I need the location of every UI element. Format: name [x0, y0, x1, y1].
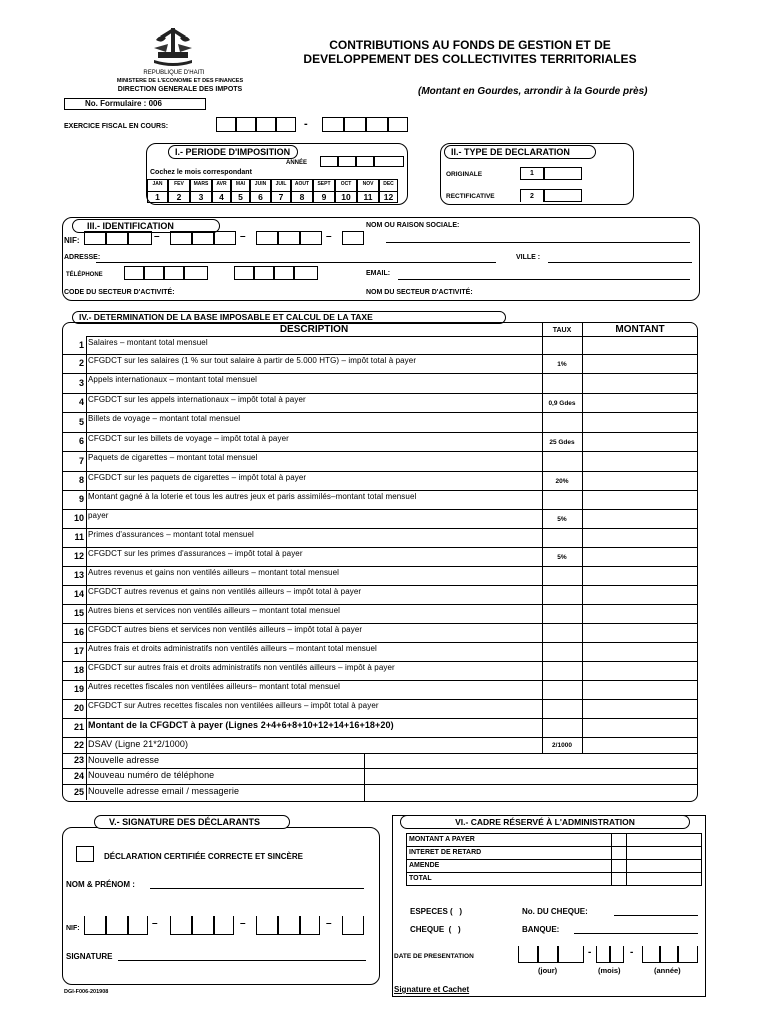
signer-nif-digit[interactable] — [300, 916, 320, 935]
row-montant-field[interactable] — [583, 605, 697, 623]
row-montant-field[interactable] — [583, 738, 697, 753]
month-number: 9 — [314, 191, 334, 202]
row-montant-field[interactable] — [583, 413, 697, 432]
row-montant-field[interactable] — [583, 662, 697, 680]
row-number: 16 — [73, 627, 84, 637]
signer-nif-boxes: – – – — [84, 916, 370, 936]
signer-nif-digit[interactable] — [214, 916, 234, 935]
signer-nif-digit[interactable] — [128, 916, 148, 935]
row-description: Montant gagné à la loterie et tous les autres jeux et paris assimilés–montant total mensuel — [88, 492, 417, 501]
date-day-digit[interactable] — [558, 946, 584, 963]
type-declaration-title: II.- TYPE DE DECLARATION — [444, 145, 596, 159]
signer-nif-label: NIF: — [66, 925, 80, 932]
date-month-caption: (mois) — [598, 966, 621, 975]
date-day-digit[interactable] — [518, 946, 538, 963]
signature-section — [62, 827, 380, 985]
row-montant-field[interactable] — [583, 624, 697, 642]
signer-nif-digit[interactable] — [192, 916, 214, 935]
month-number: 7 — [272, 191, 290, 202]
row-description: CFGDCT sur autres frais et droits administratifs non ventilés ailleurs – impôt à payer — [88, 663, 395, 672]
admin-row-label: TOTAL — [406, 872, 612, 886]
signer-nif-digit[interactable] — [106, 916, 128, 935]
certify-label: DÉCLARATION CERTIFIÉE CORRECTE ET SINCÈRE — [104, 852, 303, 861]
sector-name-label: NOM DU SECTEUR D'ACTIVITÉ: — [366, 289, 473, 296]
fiscal-year-digit[interactable] — [388, 117, 408, 132]
phone-digit[interactable] — [274, 266, 294, 280]
republic-label: REPUBLIQUE D'HAITI — [143, 70, 205, 76]
row-description: Autres recettes fiscales non ventilées ailleurs– montant total mensuel — [88, 682, 341, 691]
month-grid — [147, 179, 407, 203]
row-number: 12 — [73, 551, 84, 561]
row-taux: 0,9 Gdes — [548, 399, 576, 407]
admin-row-label: MONTANT A PAYER — [406, 833, 612, 847]
month-number: 5 — [232, 191, 249, 202]
row-number: 9 — [78, 494, 84, 504]
row-description: Nouvelle adresse email / messagerie — [88, 786, 240, 796]
originale-label: ORIGINALE — [446, 171, 483, 178]
row-montant-field[interactable] — [583, 548, 697, 566]
row-description: Nouveau numéro de téléphone — [88, 770, 215, 780]
row-taux: 5% — [557, 553, 567, 561]
month-cell[interactable] — [147, 179, 168, 203]
row-description: Autres biens et services non ventilés ailleurs – montant total mensuel — [88, 606, 341, 615]
month-abbr: JUIN — [254, 181, 267, 187]
nif-digit[interactable] — [106, 231, 128, 245]
form-title-line1: CONTRIBUTIONS AU FONDS DE GESTION ET DE — [329, 38, 611, 52]
month-cell[interactable] — [313, 179, 335, 203]
date-day-digit[interactable] — [538, 946, 558, 963]
row-description: Billets de voyage – montant total mensuel — [88, 414, 241, 423]
row-number: 19 — [73, 684, 84, 694]
row-number: 11 — [74, 532, 84, 542]
row-description: DSAV (Ligne 21*2/1000) — [88, 739, 189, 749]
fiscal-year-digit[interactable] — [322, 117, 344, 132]
signature-title: V.- SIGNATURE DES DÉCLARANTS — [94, 815, 290, 829]
row-description: Primes d'assurances – montant total mensuel — [88, 530, 254, 539]
month-number: 11 — [358, 191, 378, 202]
row-description: Montant de la CFGDCT à payer (Lignes 2+4+6+8+10+12+14+16+18+20) — [88, 720, 394, 730]
form-number: No. Formulaire : 006 — [64, 98, 206, 110]
row-description: CFGDCT sur les primes d'assurances – impôt total à payer — [88, 549, 303, 558]
ministry-label: MINISTERE DE L'ECONOMIE ET DES FINANCES — [116, 78, 244, 84]
row-taux: 25 Gdes — [549, 438, 575, 446]
date-month-digit[interactable] — [610, 946, 624, 963]
nif-digit[interactable] — [342, 231, 364, 245]
sector-code-label: CODE DU SECTEUR D'ACTIVITÉ: — [64, 289, 175, 296]
year-label: ANNÉE — [286, 160, 308, 166]
fiscal-year-digit[interactable] — [236, 117, 256, 132]
phone-digit[interactable] — [144, 266, 164, 280]
cheque-no-label: No. DU CHEQUE: — [522, 907, 588, 916]
nif-digit[interactable] — [214, 231, 236, 245]
coat-of-arms-icon — [150, 26, 196, 68]
name-prenom-label: NOM & PRÉNOM : — [66, 880, 135, 889]
month-cell[interactable] — [379, 179, 398, 203]
month-abbr: MARS — [193, 181, 209, 187]
rectificative-checkbox[interactable] — [544, 189, 582, 202]
month-number: 8 — [292, 191, 312, 202]
row-number: 24 — [73, 770, 84, 781]
amount-note: (Montant en Gourdes, arrondir à la Gourde près) — [418, 86, 648, 97]
admin-row-value[interactable] — [611, 846, 627, 860]
month-abbr: AOUT — [294, 181, 310, 187]
nif-digit[interactable] — [256, 231, 278, 245]
phone-digit[interactable] — [234, 266, 254, 280]
phone-boxes — [124, 266, 340, 281]
row-description: CFGDCT sur les paquets de cigarettes – impôt total à payer — [88, 473, 307, 482]
admin-title: VI.- CADRE RÉSERVÉ À L'ADMINISTRATION — [400, 815, 690, 829]
row-number: 18 — [73, 665, 84, 675]
cheque-label: CHEQUE ( ) — [410, 925, 461, 934]
month-abbr: AVR — [216, 181, 227, 187]
phone-digit[interactable] — [184, 266, 208, 280]
banque-label: BANQUE: — [522, 925, 560, 934]
phone-digit[interactable] — [254, 266, 274, 280]
signer-nif-digit[interactable] — [278, 916, 300, 935]
row-montant-field[interactable] — [583, 452, 697, 471]
date-label: DATE DE PRESENTATION — [394, 953, 474, 960]
row-montant-field[interactable] — [583, 681, 697, 699]
nif-boxes: – – – — [84, 231, 374, 246]
month-cell[interactable] — [291, 179, 313, 203]
row-description: CFGDCT sur les salaires (1 % sur tout salaire à partir de 5.000 HTG) – impôt total à payer — [88, 356, 417, 365]
row-taux: 1% — [557, 360, 567, 368]
email-label: EMAIL: — [366, 270, 391, 277]
month-cell[interactable] — [168, 179, 190, 203]
name-field[interactable] — [386, 242, 690, 243]
month-number: 12 — [380, 191, 397, 202]
fiscal-year-digit[interactable] — [216, 117, 236, 132]
month-cell[interactable] — [231, 179, 250, 203]
admin-row-value[interactable] — [611, 859, 627, 873]
year-digit[interactable] — [356, 156, 374, 167]
banque-field[interactable] — [574, 933, 698, 934]
row-number: 20 — [73, 703, 84, 713]
row-montant-field[interactable] — [583, 394, 697, 412]
row-description: Autres revenus et gains non ventilés ailleurs – montant total mensuel — [88, 568, 340, 577]
date-year-digit[interactable] — [660, 946, 678, 963]
row-montant-field[interactable] — [583, 529, 697, 547]
month-cell[interactable] — [212, 179, 231, 203]
year-digit[interactable] — [374, 156, 404, 167]
row-number: 23 — [73, 755, 84, 765]
identification-title: III.- IDENTIFICATION — [72, 219, 220, 233]
city-field[interactable] — [548, 262, 692, 263]
nif-digit[interactable] — [278, 231, 300, 245]
row-number: 10 — [73, 513, 84, 523]
signer-nif-digit[interactable] — [256, 916, 278, 935]
fiscal-year-digit[interactable] — [366, 117, 388, 132]
row-number: 25 — [73, 786, 84, 797]
originale-code: 1 — [520, 167, 544, 180]
row-montant-field[interactable] — [583, 491, 697, 509]
form-code: DGI-F006-201908 — [64, 989, 109, 995]
cachet-label: Signature et Cachet — [394, 985, 470, 994]
date-year-digit[interactable] — [642, 946, 660, 963]
month-number: 2 — [169, 191, 189, 202]
address-field[interactable] — [96, 262, 496, 263]
month-number: 6 — [251, 191, 270, 202]
nif-digit[interactable] — [170, 231, 192, 245]
admin-row-label: INTERET DE RETARD — [406, 846, 612, 860]
month-abbr: MAI — [235, 181, 246, 187]
email-field[interactable] — [398, 279, 690, 280]
month-abbr: JAN — [152, 181, 163, 187]
row-number: 2 — [78, 358, 84, 368]
month-cell[interactable] — [190, 179, 212, 203]
row-taux: 2/1000 — [552, 742, 572, 749]
especes-label: ESPECES ( ) — [410, 907, 463, 916]
name-label: NOM OU RAISON SOCIALE: — [366, 222, 460, 229]
row-description: payer — [88, 511, 109, 520]
fiscal-year-dash: - — [304, 118, 308, 130]
date-boxes: - - — [518, 946, 702, 966]
col-montant: MONTANT — [615, 324, 665, 335]
row-update-field[interactable] — [365, 754, 697, 768]
date-day-caption: (jour) — [538, 966, 558, 975]
row-number: 14 — [73, 589, 84, 599]
determination-title: IV.- DETERMINATION DE LA BASE IMPOSABLE ET CALCUL DE LA TAXE — [72, 311, 506, 324]
row-montant-field[interactable] — [583, 337, 697, 354]
date-year-caption: (année) — [654, 966, 681, 975]
month-abbr: NOV — [362, 181, 374, 187]
nif-digit[interactable] — [192, 231, 214, 245]
row-montant-field[interactable] — [583, 355, 697, 373]
row-description: CFGDCT sur les billets de voyage – impôt total à payer — [88, 434, 289, 443]
address-label: ADRESSE: — [64, 254, 101, 261]
row-description: Salaires – montant total mensuel — [88, 338, 208, 347]
year-digit[interactable] — [338, 156, 356, 167]
row-montant-field[interactable] — [583, 700, 697, 718]
admin-row-value[interactable] — [626, 872, 702, 886]
row-description: CFGDCT autres biens et services non ventilés ailleurs – impôt total à payer — [88, 625, 363, 634]
admin-row-value[interactable] — [611, 872, 627, 886]
row-number: 3 — [78, 377, 84, 388]
row-number: 15 — [73, 608, 84, 618]
fiscal-year-digit[interactable] — [256, 117, 276, 132]
row-description: Paquets de cigarettes – montant total mensuel — [88, 453, 258, 462]
rectificative-label: RECTIFICATIVE — [446, 193, 495, 200]
month-number: 4 — [213, 191, 230, 202]
month-abbr: OCT — [340, 181, 352, 187]
form-title-line2: DEVELOPPEMENT DES COLLECTIVITES TERRITORIALES — [303, 52, 637, 66]
signer-nif-digit[interactable] — [342, 916, 364, 935]
row-montant-field[interactable] — [583, 719, 697, 737]
month-number: 1 — [148, 191, 167, 202]
phone-digit[interactable] — [124, 266, 144, 280]
month-abbr: FEV — [174, 181, 184, 187]
row-number: 7 — [78, 455, 84, 466]
admin-row-value[interactable] — [626, 833, 702, 847]
row-number: 1 — [78, 339, 84, 350]
nif-digit[interactable] — [128, 231, 152, 245]
city-label: VILLE : — [516, 254, 541, 261]
month-abbr: DEC — [383, 181, 394, 187]
signer-nif-digit[interactable] — [170, 916, 192, 935]
admin-row-value[interactable] — [626, 846, 702, 860]
row-description: Appels internationaux – montant total mensuel — [88, 375, 258, 384]
col-taux: TAUX — [552, 327, 572, 334]
admin-row-label: AMENDE — [406, 859, 612, 873]
row-number: 21 — [73, 722, 84, 732]
phone-digit[interactable] — [294, 266, 318, 280]
row-montant-field[interactable] — [583, 567, 697, 585]
month-number: 10 — [336, 191, 356, 202]
nif-digit[interactable] — [84, 231, 106, 245]
row-taux: 5% — [557, 515, 567, 523]
fiscal-year-digit[interactable] — [344, 117, 366, 132]
originale-checkbox[interactable] — [544, 167, 582, 180]
row-number: 13 — [73, 570, 84, 580]
phone-digit[interactable] — [164, 266, 184, 280]
row-update-field[interactable] — [365, 769, 697, 784]
cheque-no-field[interactable] — [614, 915, 698, 916]
month-cell[interactable] — [250, 179, 271, 203]
month-number: 3 — [191, 191, 211, 202]
month-cell[interactable] — [271, 179, 291, 203]
row-description: Autres frais et droits administratifs non ventilés ailleurs – montant total mensuel — [88, 644, 377, 653]
month-cell[interactable] — [357, 179, 379, 203]
month-instruction: Cochez le mois correspondant — [150, 169, 252, 176]
row-number: 5 — [78, 416, 84, 427]
row-description: CFGDCT sur Autres recettes fiscales non ventilées ailleurs – impôt total à payer — [88, 701, 379, 710]
date-month-digit[interactable] — [596, 946, 610, 963]
row-description: CFGDCT autres revenus et gains non ventilés ailleurs – impôt total à payer — [88, 587, 362, 596]
nif-digit[interactable] — [300, 231, 322, 245]
row-update-field[interactable] — [365, 785, 697, 800]
year-digit[interactable] — [320, 156, 338, 167]
row-number: 6 — [78, 436, 84, 446]
certify-checkbox[interactable] — [76, 846, 94, 862]
row-taux: 20% — [555, 477, 569, 485]
signature-field[interactable] — [118, 960, 366, 961]
row-number: 4 — [78, 397, 84, 407]
fiscal-year-label: EXERCICE FISCAL EN COURS: — [64, 123, 169, 130]
nif-label: NIF: — [64, 236, 80, 245]
month-abbr: SEPT — [317, 181, 331, 187]
name-prenom-field[interactable] — [150, 888, 364, 889]
admin-row-value[interactable] — [611, 833, 627, 847]
row-description: CFGDCT sur les appels internationaux – impôt total à payer — [88, 395, 306, 404]
row-number: 22 — [73, 739, 84, 750]
date-year-digit[interactable] — [678, 946, 698, 963]
row-montant-field[interactable] — [583, 472, 697, 490]
admin-row-value[interactable] — [626, 859, 702, 873]
row-montant-field[interactable] — [583, 374, 697, 393]
month-cell[interactable] — [335, 179, 357, 203]
rectificative-code: 2 — [520, 189, 544, 202]
signer-nif-digit[interactable] — [84, 916, 106, 935]
row-description: Nouvelle adresse — [88, 755, 160, 765]
signature-label: SIGNATURE — [66, 952, 113, 961]
row-number: 17 — [73, 646, 84, 656]
fiscal-year-digit[interactable] — [276, 117, 296, 132]
col-description: DESCRIPTION — [279, 324, 349, 335]
row-montant-field[interactable] — [583, 643, 697, 661]
row-montant-field[interactable] — [583, 510, 697, 528]
row-number: 8 — [78, 475, 84, 485]
month-abbr: JUIL — [275, 181, 287, 187]
direction-label: DIRECTION GENERALE DES IMPOTS — [117, 86, 243, 93]
row-montant-field[interactable] — [583, 586, 697, 604]
phone-label: TÉLÉPHONE — [66, 272, 103, 278]
periode-title: I.- PERIODE D'IMPOSITION — [168, 145, 298, 159]
row-montant-field[interactable] — [583, 433, 697, 451]
